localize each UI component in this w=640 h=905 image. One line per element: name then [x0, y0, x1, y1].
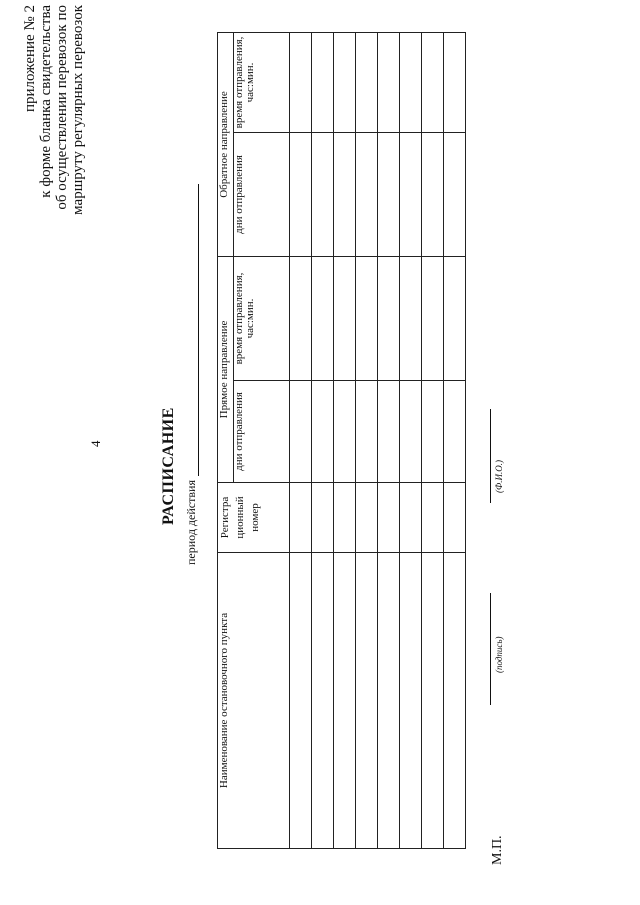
table-cell[interactable]	[290, 553, 312, 849]
table-cell[interactable]	[378, 132, 400, 256]
table-cell[interactable]	[290, 256, 312, 380]
table-cell[interactable]	[444, 132, 466, 256]
table-cell[interactable]	[356, 32, 378, 132]
appendix-line-2: к форме бланка свидетельства	[38, 5, 54, 198]
table-cell[interactable]	[334, 32, 356, 132]
header-forward-time: время отправления, час:мин.	[234, 256, 290, 380]
table-cell[interactable]	[312, 553, 334, 849]
table-row	[378, 32, 400, 848]
table-row	[400, 32, 422, 848]
appendix-line-3: об осуществлении перевозок по	[54, 5, 70, 210]
table-row	[334, 32, 356, 848]
table-cell[interactable]	[334, 256, 356, 380]
validity-period-label: период действия	[184, 480, 198, 565]
table-row	[444, 32, 466, 848]
table-cell[interactable]	[312, 132, 334, 256]
table-cell[interactable]	[312, 381, 334, 483]
table-cell[interactable]	[378, 32, 400, 132]
table-cell[interactable]	[422, 553, 444, 849]
header-reverse-time: время отправления, час:мин.	[234, 32, 290, 132]
table-cell[interactable]	[356, 132, 378, 256]
stamp-label: М.П.	[490, 835, 505, 865]
table-cell[interactable]	[400, 32, 422, 132]
table-cell[interactable]	[422, 483, 444, 553]
table-cell[interactable]	[422, 256, 444, 380]
table-cell[interactable]	[400, 256, 422, 380]
table-cell[interactable]	[290, 132, 312, 256]
table-cell[interactable]	[422, 132, 444, 256]
header-stop-name: Наименование остановочного пункта	[218, 553, 290, 849]
table-cell[interactable]	[444, 381, 466, 483]
table-cell[interactable]	[378, 256, 400, 380]
table-cell[interactable]	[356, 381, 378, 483]
table-cell[interactable]	[422, 32, 444, 132]
table-cell[interactable]	[400, 132, 422, 256]
table-cell[interactable]	[400, 381, 422, 483]
table-cell[interactable]	[334, 381, 356, 483]
signature-caption: (подпись)	[494, 636, 504, 673]
header-reverse-days: дни отправления	[234, 132, 290, 256]
table-cell[interactable]	[356, 256, 378, 380]
name-line[interactable]	[476, 409, 491, 503]
table-cell[interactable]	[334, 132, 356, 256]
table-cell[interactable]	[356, 483, 378, 553]
table-cell[interactable]	[444, 553, 466, 849]
signature-line[interactable]	[476, 593, 491, 705]
table-cell[interactable]	[312, 32, 334, 132]
table-cell[interactable]	[422, 381, 444, 483]
name-caption: (Ф.И.О.)	[494, 460, 504, 493]
schedule-table	[217, 32, 466, 849]
table-cell[interactable]	[312, 256, 334, 380]
table-cell[interactable]	[334, 553, 356, 849]
table-cell[interactable]	[444, 32, 466, 132]
table-cell[interactable]	[290, 381, 312, 483]
table-cell[interactable]	[378, 381, 400, 483]
table-cell[interactable]	[444, 256, 466, 380]
page-number: 4	[88, 440, 103, 447]
table-cell[interactable]	[444, 483, 466, 553]
table-row	[312, 32, 334, 848]
header-forward-days: дни отправления	[234, 381, 290, 483]
validity-period-field[interactable]	[188, 184, 199, 476]
schedule-body	[290, 32, 466, 848]
header-registration-number: Регистра ционный номер	[218, 483, 290, 553]
table-cell[interactable]	[334, 483, 356, 553]
table-cell[interactable]	[290, 483, 312, 553]
table-cell[interactable]	[400, 483, 422, 553]
appendix-note	[22, 5, 86, 335]
table-row	[290, 32, 312, 848]
validity-period	[184, 184, 199, 565]
appendix-line-1: приложение № 2	[22, 5, 38, 113]
table-row	[356, 32, 378, 848]
table-cell[interactable]	[378, 483, 400, 553]
header-forward-direction: Прямое направление	[218, 256, 234, 482]
table-cell[interactable]	[312, 483, 334, 553]
header-reverse-direction: Обратное направление	[218, 32, 234, 256]
table-cell[interactable]	[378, 553, 400, 849]
appendix-line-4: маршруту регулярных перевозок	[70, 5, 86, 215]
table-cell[interactable]	[400, 553, 422, 849]
document-title: РАСПИСАНИЕ	[160, 407, 177, 525]
table-row	[422, 32, 444, 848]
table-cell[interactable]	[290, 32, 312, 132]
table-cell[interactable]	[356, 553, 378, 849]
